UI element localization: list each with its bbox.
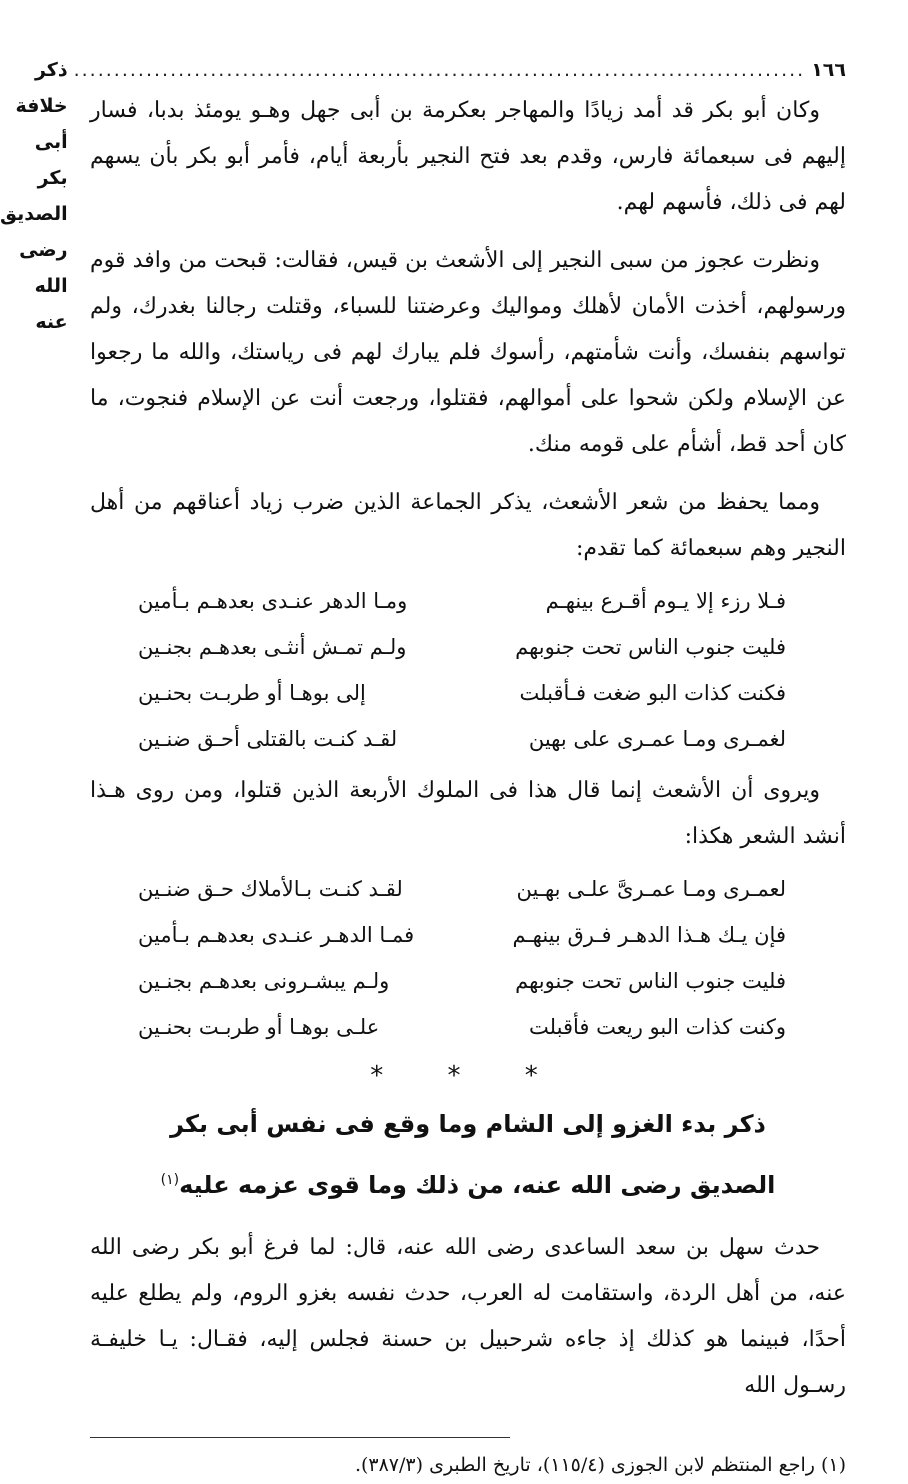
paragraph-5: حدث سهل بن سعد الساعدى رضى الله عنه، قال: لما فرغ أبو بكر رضى الله عنه، من أهل الردة، واستقامت له العرب، حدث نفسه بغزو الروم، ولم يطلع عليه أحدًا، فبينما هو كذلك إذ جاءه شرحبيل بن حسنة فجلس إليه، فقـال: يـا خليفـة رسـول الله <box>90 1235 846 1398</box>
verse-first-hemistich: فليت جنوب الناس تحت جنوبهم <box>515 635 786 659</box>
verse-second-hemistich: فمـا الدهـر عنـدى بعدهـم بـأمين <box>138 923 415 947</box>
verse-second-hemistich: لقـد كنـت بالقتلى أحـق ضنـين <box>138 727 398 751</box>
page-number: ١٦٦ <box>811 59 846 81</box>
verse-line <box>90 1004 846 1050</box>
verse-first-hemistich: لغمـرى ومـا عمـرى على بهين <box>528 727 786 751</box>
verse-first-hemistich: فكنت كذات البو ضغت فـأقبلت <box>519 681 786 705</box>
paragraph-2: ونظرت عجوز من سبى النجير إلى الأشعث بن قيس، فقالت: قبحت من وافد قوم ورسولهم، أخذت الأمان لأهلك ومواليك وعرضتنا للسباء، وقتلت رجالنا بغدرك، ولم تواسهم بنفسك، وأنت شأمتهم، رأسوك فلم يبارك لهم فى رياستك، والله ما رجعوا عن الإسلام ولكن شحوا على أموالهم، فقتلوا، ورجعت أنت عن الإسلام فنجوت، ما كان أحد قط، أشأم على قومه منك. <box>90 248 846 457</box>
paragraph-4: ويروى أن الأشعث إنما قال هذا فى الملوك الأربعة الذين قتلوا، ومن روى هـذا أنشد الشعر هكذا: <box>90 778 846 849</box>
section-separator: * * * <box>370 1061 566 1091</box>
verse-line <box>90 716 846 762</box>
poem-block-1 <box>90 578 846 762</box>
verse-second-hemistich: علـى بوهـا أو طربـت بحنـين <box>138 1015 380 1039</box>
verse-line <box>90 866 846 912</box>
book-page <box>0 52 846 1484</box>
verse-second-hemistich: ولـم تمـش أنثـى بعدهـم بجنـين <box>138 635 407 659</box>
section-heading-line-2 <box>90 1152 846 1213</box>
section-heading-line-1: ذكر بدء الغزو إلى الشام وما وقع فى نفس أبى بكر <box>170 1110 766 1138</box>
section-heading-text: الصديق رضى الله عنه، من ذلك وما قوى عزمه عليه <box>179 1171 776 1199</box>
verse-second-hemistich: لقـد كنـت بـالأملاك حـق ضنـين <box>138 877 403 901</box>
verse-line <box>90 670 846 716</box>
verse-second-hemistich: إلى بوهـا أو طربـت بحنـين <box>138 681 366 705</box>
verse-line <box>90 624 846 670</box>
verse-line <box>90 578 846 624</box>
verse-line <box>90 912 846 958</box>
verse-first-hemistich: وكنت كذات البو ريعت فأقبلت <box>529 1015 786 1039</box>
footnote: (١) راجع المنتظم لابن الجوزى (١١٥/٤)، تاريخ الطبرى (٣٨٧/٣). <box>354 1454 846 1476</box>
poem-block-2 <box>90 866 846 1050</box>
verse-second-hemistich: ولـم يبشـرونى بعدهـم بجنـين <box>138 969 390 993</box>
verse-first-hemistich: فليت جنوب الناس تحت جنوبهم <box>515 969 786 993</box>
verse-second-hemistich: ومـا الدهر عنـدى بعدهـم بـأمين <box>138 589 408 613</box>
verse-first-hemistich: فإن يـك هـذا الدهـر فـرق بينهـم <box>512 923 786 947</box>
paragraph-1: وكان أبو بكر قد أمد زيادًا والمهاجر بعكرمة بن أبى جهل وهـو يومئذ بدبا، فسار إليهم فى سبعمائة فارس، وقدم بعد فتح النجير بأربعة أيام، فأمر أبو بكر بأن يسهم لهم فى ذلك، فأسهم لهم. <box>90 98 846 215</box>
verse-first-hemistich: لعمـرى ومـا عمـرىَّ علـى بهـين <box>516 877 786 901</box>
running-title: ذكر خلافة أبى بكر الصديق رضى الله عنه <box>0 59 68 333</box>
footnote-divider <box>90 1437 510 1438</box>
verse-first-hemistich: فـلا رزء إلا يـوم أقـرع بينهـم <box>545 589 786 613</box>
verse-line <box>90 958 846 1004</box>
footnote-reference: (١) <box>160 1172 180 1188</box>
header-leader-dots: ........................................................................................... <box>73 59 806 81</box>
paragraph-3: ومما يحفظ من شعر الأشعث، يذكر الجماعة الذين ضرب زياد أعناقهم من أهل النجير وهم سبعمائة كما تقدم: <box>90 490 846 561</box>
